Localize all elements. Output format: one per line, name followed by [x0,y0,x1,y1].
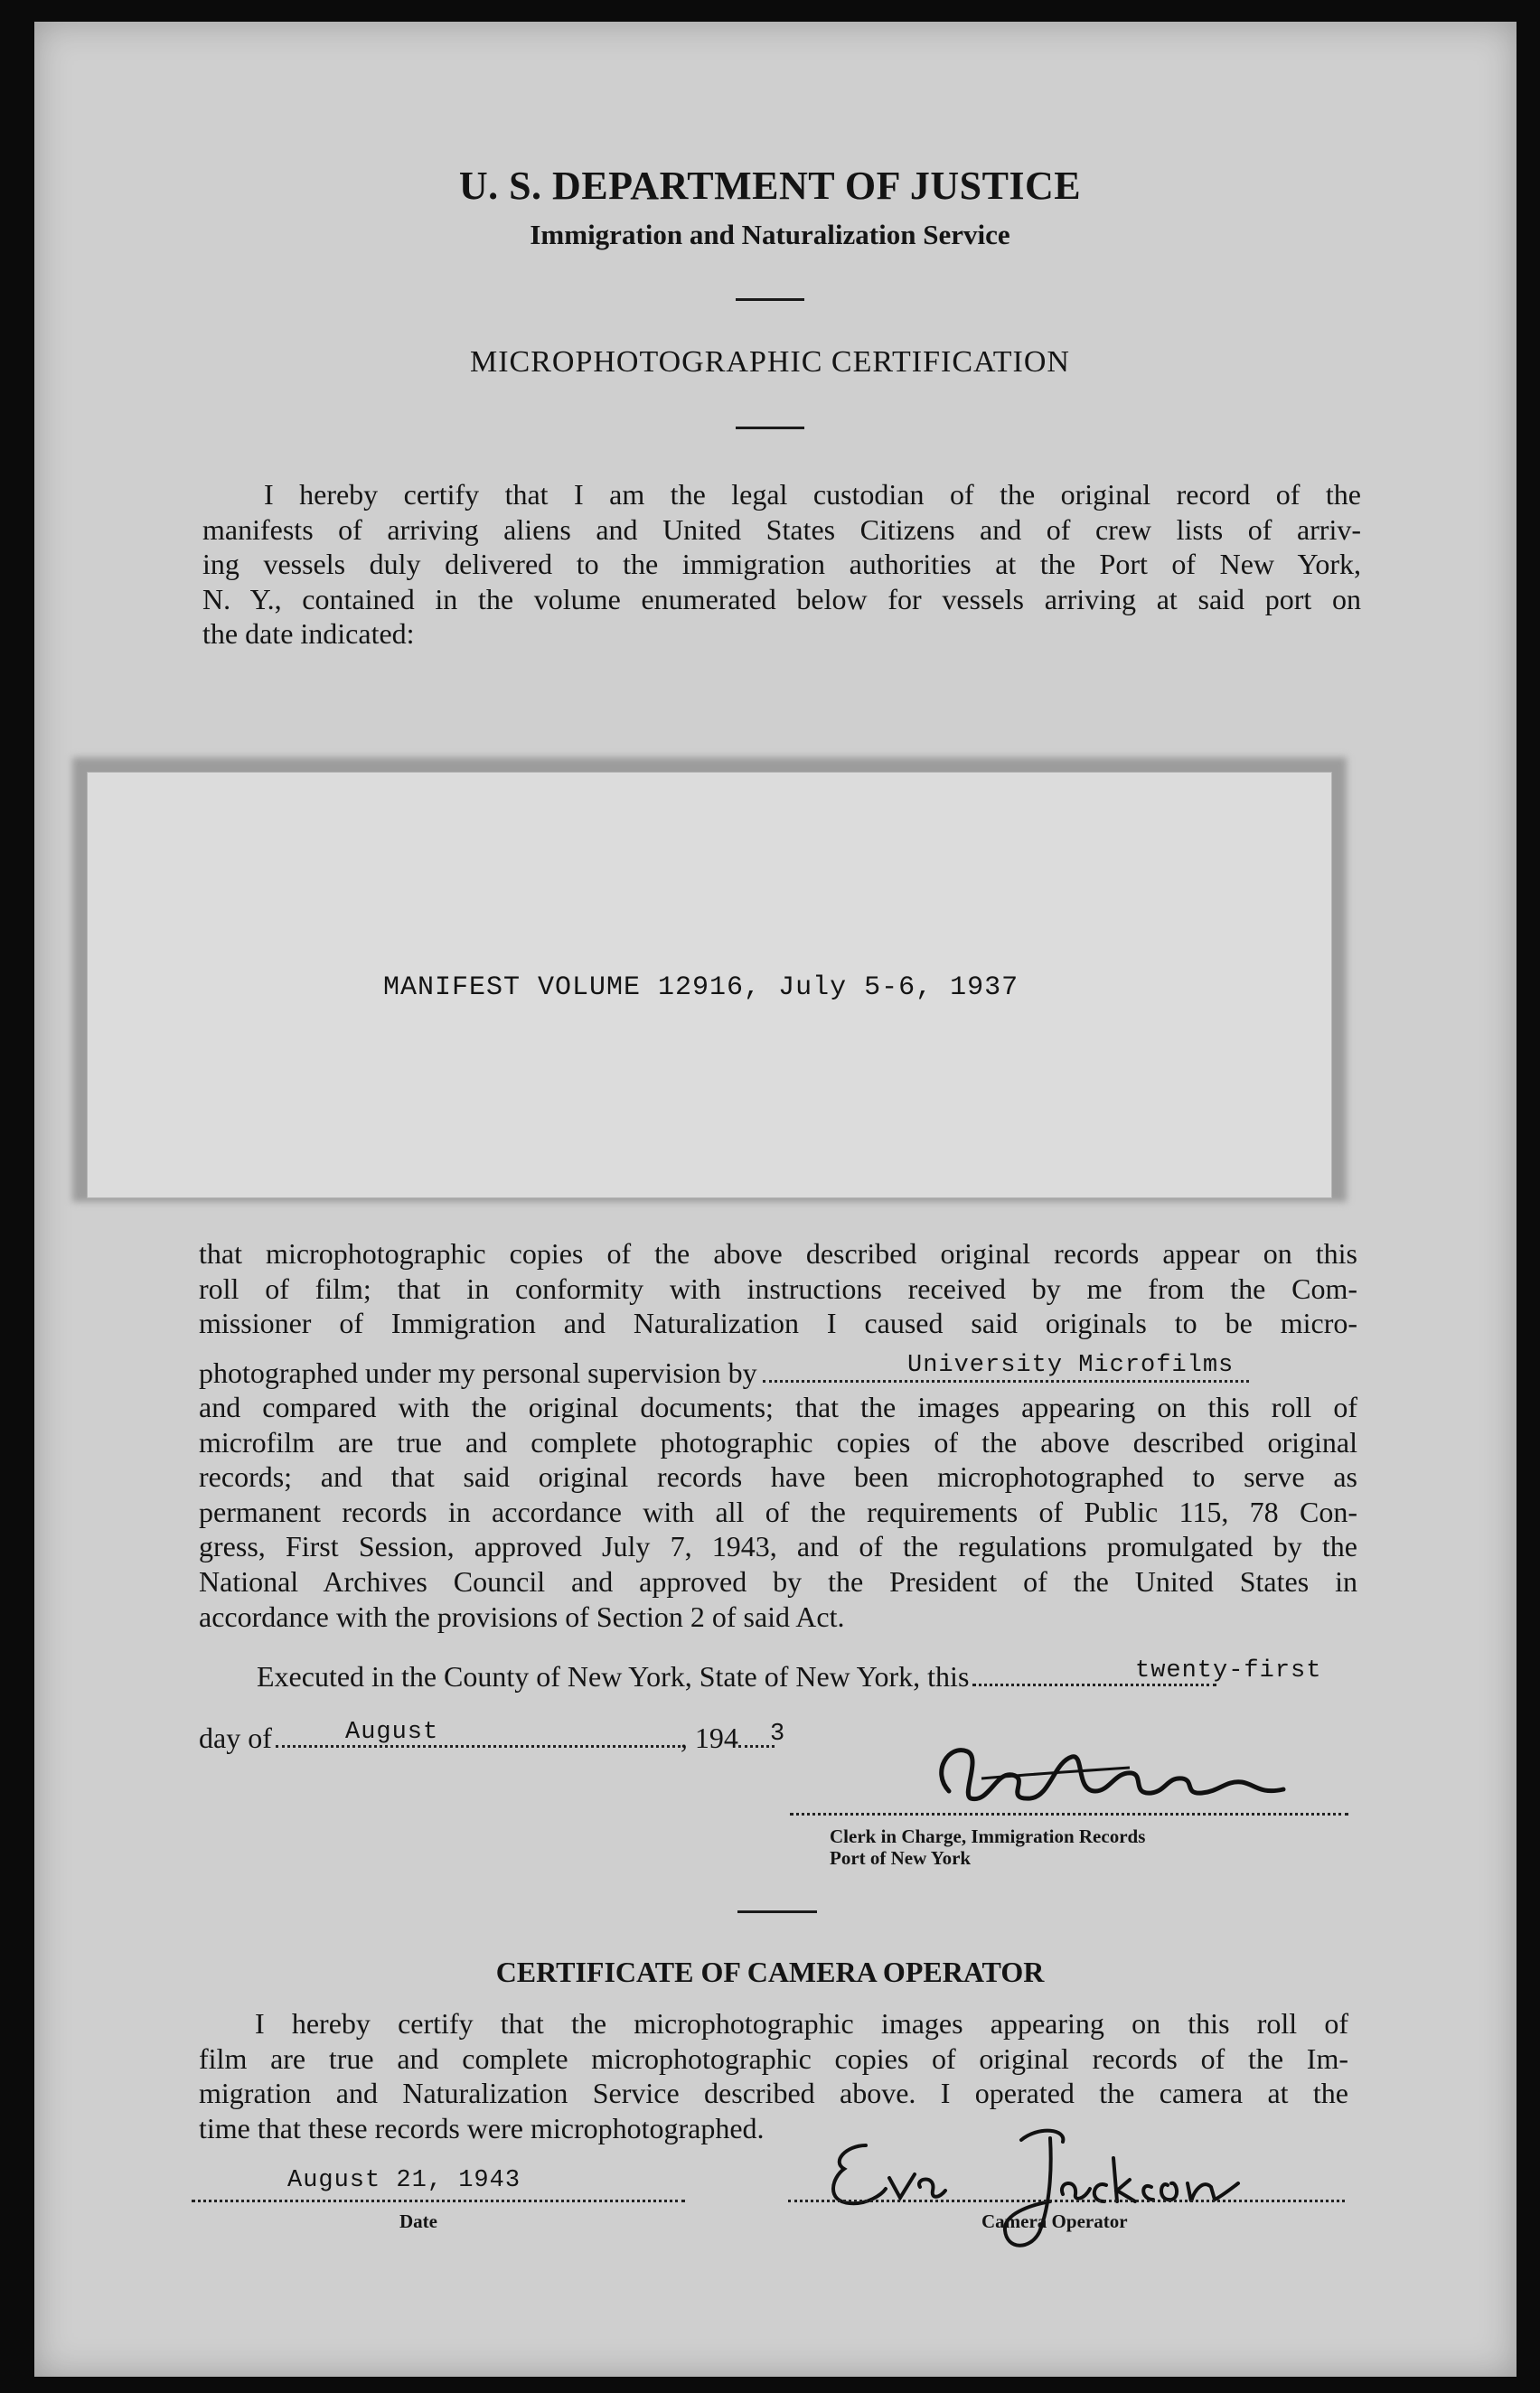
year-prefix: , 194 [680,1722,738,1754]
body-line: microfilm are true and complete photographic copies of the above described original [199,1425,1357,1459]
clerk-signature [895,1735,1310,1816]
certification-heading: MICROPHOTOGRAPHIC CERTIFICATION [469,345,1070,379]
executed-prefix: Executed in the County of New York, State of New York, this [257,1660,970,1693]
month-value: August [345,1719,439,1746]
department-title: U. S. DEPARTMENT OF JUSTICE [458,164,1082,208]
intro-line: the date indicated: [202,617,415,651]
supervision-typed-value: University Microfilms [907,1352,1235,1379]
manifest-volume-text: MANIFEST VOLUME 12916, July 5-6, 1937 [383,972,1019,1003]
body-line: and compared with the original documents; that the images appearing on this roll of [199,1391,1357,1423]
camera-line: film are true and complete microphotographic copies of original records of the Im- [199,2041,1348,2075]
date-line [192,2200,685,2202]
body-line: National Archives Council and approved by the President of the United States in [199,1564,1357,1598]
operator-label: Camera Operator [981,2210,1128,2232]
divider-rule [736,298,804,301]
body-line: that microphotographic copies of the above described original records appear on this [199,1237,1357,1270]
date-label: Date [399,2210,437,2232]
divider-rule [737,1910,817,1913]
year-value: 3 [770,1721,786,1748]
intro-line: N. Y., contained in the volume enumerated below for vessels arriving at said port on [202,582,1361,615]
service-subtitle: Immigration and Naturalization Service [530,219,1010,250]
operator-line [788,2200,1345,2202]
body-line: accordance with the provisions of Section 2 of said Act. [199,1600,845,1633]
executed-line [257,1659,1216,1694]
day-of-line [199,1721,775,1755]
camera-date-value: August 21, 1943 [287,2167,521,2194]
month-field [276,1738,681,1748]
day-of-label: day of [199,1722,272,1754]
intro-line: ing vessels duly delivered to the immigration authorities at the Port of New York, [202,548,1361,581]
year-field [738,1738,775,1748]
intro-paragraph [202,477,1361,652]
body-line: missioner of Immigration and Naturalization I caused said originals to be micro- [199,1307,1357,1340]
clerk-port: Port of New York [830,1847,972,1869]
body-line: gress, First Session, approved July 7, 1943, and of the regulations promulgated by the [199,1530,1357,1563]
divider-rule [736,427,804,429]
body-paragraph-bottom [199,1390,1357,1634]
clerk-signature-line [790,1813,1348,1816]
clerk-title: Clerk in Charge, Immigration Records [830,1825,1146,1847]
operator-signature [813,2115,1283,2259]
body-line: records; and that said original records have been microphotographed to serve as [199,1460,1357,1494]
supervision-prefix: photographed under my personal supervision by [199,1356,757,1389]
body-paragraph-top [199,1236,1357,1341]
camera-line: time that these records were microphotographed. [199,2111,765,2144]
executed-day-value: twenty-first [1135,1657,1322,1684]
camera-heading: CERTIFICATE OF CAMERA OPERATOR [495,1956,1045,1988]
body-line: permanent records in accordance with all of the requirements of Public 115, 78 Con- [199,1495,1357,1528]
intro-line: manifests of arriving aliens and United States Citizens and of crew lists of arriv- [202,512,1361,546]
camera-line: migration and Naturalization Service described above. I operated the camera at the [199,2077,1348,2110]
camera-line: I hereby certify that the microphotographic images appearing on this roll of [255,2007,1348,2040]
intro-line: I hereby certify that I am the legal custodian of the original record of the [264,478,1361,511]
body-line: roll of film; that in conformity with instructions received by me from the Com- [199,1272,1357,1305]
